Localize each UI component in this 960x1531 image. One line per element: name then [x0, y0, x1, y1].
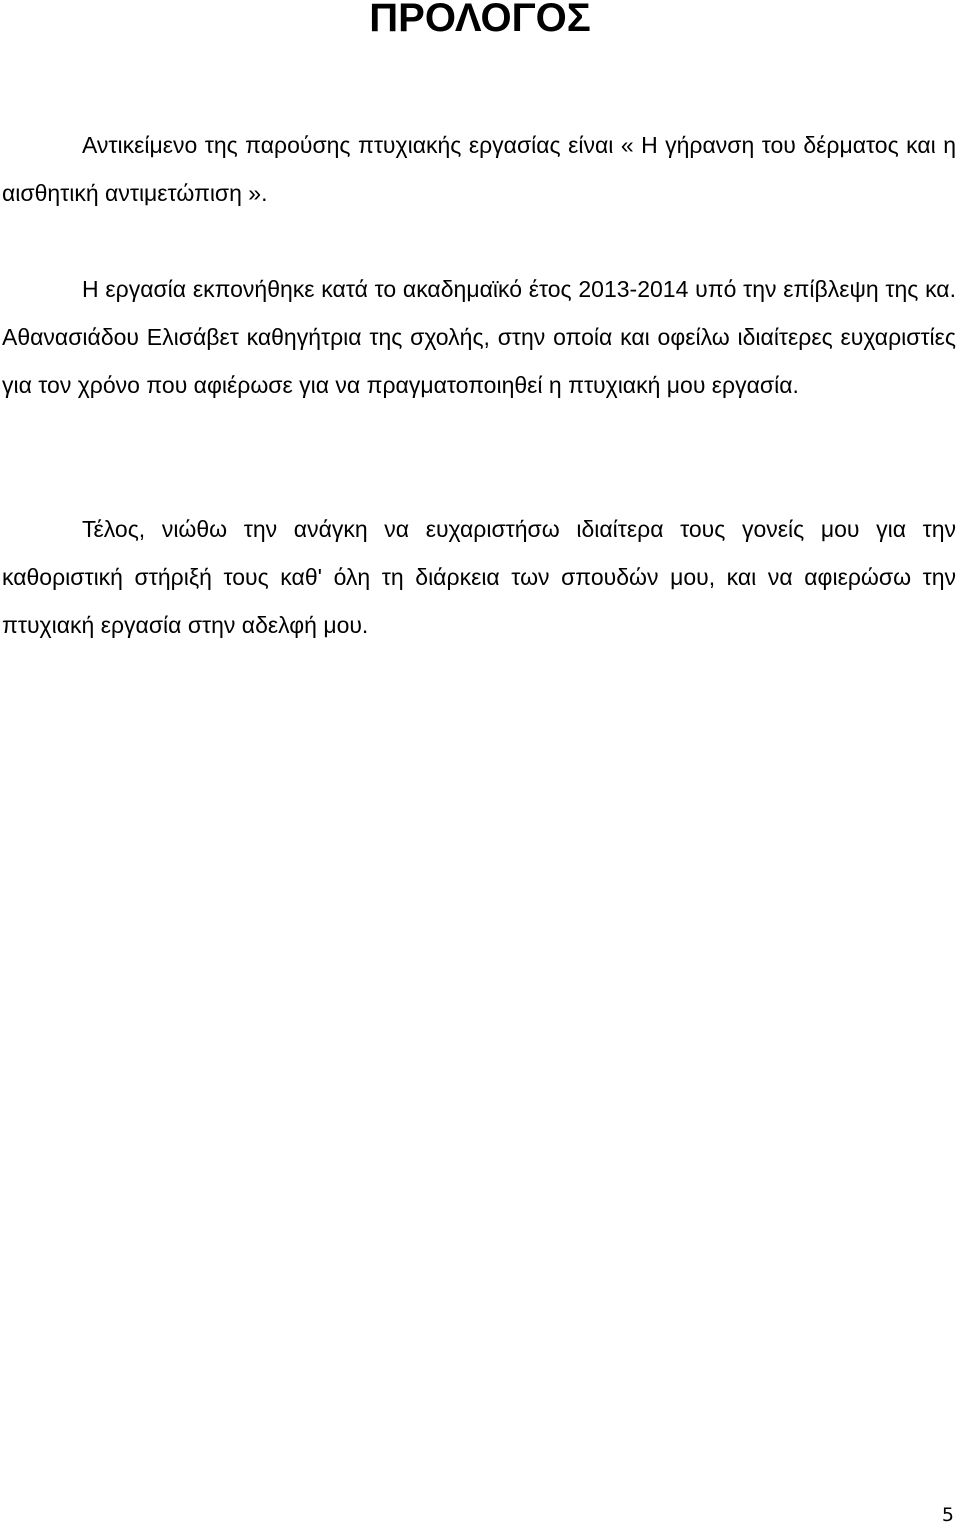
paragraph-subject: Αντικείμενο της παρούσης πτυχιακής εργασίας είναι « Η γήρανση του δέρματος και η αισθητική αντιμετώπιση ».: [2, 132, 956, 206]
paragraph-acknowledgements: Τέλος, νιώθω την ανάγκη να ευχαριστήσω ιδιαίτερα τους γονείς μου για την καθοριστική στήριξή τους καθ' όλη τη διάρκεια των σπουδών μου, και να αφιερώσω την πτυχιακή εργασία στην αδελφή μου.: [2, 516, 956, 638]
paragraph-supervision: Η εργασία εκπονήθηκε κατά το ακαδημαϊκό έτος 2013-2014 υπό την επίβλεψη της κα. Αθανασιάδου Ελισάβετ καθηγήτρια της σχολής, στην οποία και οφείλω ιδιαίτερες ευχαριστίες για τον χρόνο που αφιέρωσε για να πραγματοποιηθεί η πτυχιακή μου εργασία.: [2, 276, 956, 398]
page-title: ΠΡΟΛΟΓΟΣ: [369, 0, 591, 40]
page-number: 5: [941, 1504, 954, 1526]
